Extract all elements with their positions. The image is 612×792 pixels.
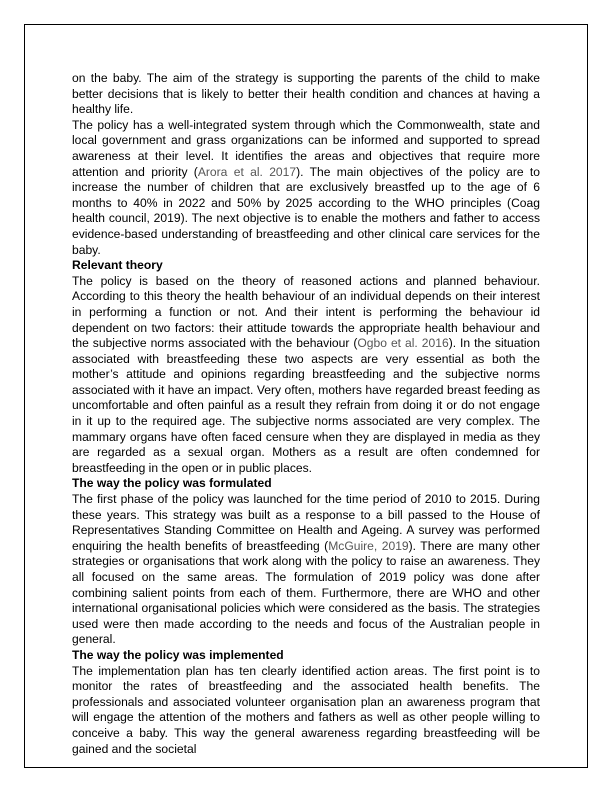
heading-policy-formulated: The way the policy was formulated xyxy=(72,476,272,491)
text-run: The first phase of the policy was launched for the time period of 2010 to 2015. During these years. This strategy was built as a response to a bill passed to the House of Representatives Standing Committee on Health and Ageing. A survey was performed enquiring the health benefits of breastfeeding ( xyxy=(72,492,540,553)
citation: Ogbo et al. 2016 xyxy=(357,336,449,351)
paragraph-policy-system xyxy=(72,118,540,258)
text-run: The policy is based on the theory of reasoned actions and planned behaviour. According to this theory the health behaviour of an individual depends on their interest in performing a function or not. And their intent is performing the behaviour id dependent on two factors: their attitude towards the appropriate health behaviour and the subjective norms associated with the behaviour ( xyxy=(72,273,540,351)
paragraph-theory xyxy=(72,274,540,477)
paragraph-intro: on the baby. The aim of the strategy is supporting the parents of the child to make better decisions that is likely to better their health condition and chances at having a healthy life. xyxy=(72,71,540,117)
paragraph-formulation xyxy=(72,492,540,648)
heading-relevant-theory: Relevant theory xyxy=(72,258,163,273)
text-run: ). In the situation associated with breastfeeding these two aspects are very essential as both the mother’s attitude and opinions regarding breastfeeding and the subjective norms associated with it have an impact. Very often, mothers have regarded breast feeding as uncomfortable and often painful as a result they refrain from doing it or do not engage in it up to the required age. The subjective norms associated are very complex. The mammary organs have often faced censure when they are displayed in media as they are regarded as a sexual organ. Mothers as a result are often condemned for breastfeeding in the open or in public places. xyxy=(72,336,540,475)
citation: McGuire, 2019 xyxy=(328,538,409,553)
heading-policy-implemented: The way the policy was implemented xyxy=(72,647,284,662)
text-run: ). There are many other strategies or organisations that work along with the policy to raise an awareness. They all focused on the same areas. The formulation of 2019 policy was done after combining salient points from each of them. Furthermore, there are WHO and other international organisational policies which were considered as the basis. The strategies used were then made according to the needs and focus of the Australian people in general. xyxy=(72,538,540,647)
paragraph-implementation: The implementation plan has ten clearly identified action areas. The first point is to monitor the rates of breastfeeding and the associated health benefits. The professionals and associated volunteer organisation plan an awareness program that will engage the attention of the mothers and fathers as well as other people willing to conceive a baby. This way the general awareness regarding breastfeeding will be gained and the societal xyxy=(72,663,540,756)
text-run: ). The main objectives of the policy are to increase the number of children that are exclusively breastfed up to the age of 6 months to 40% in 2022 and 50% by 2025 according to the WHO principles (Coag health council, 2019). The next objective is to enable the mothers and father to access evidence-based understanding of breastfeeding and other clinical care services for the baby. xyxy=(72,164,540,257)
document-body xyxy=(72,71,540,757)
text-run: The policy has a well-integrated system through which the Commonwealth, state and local government and grass organizations can be informed and supported to spread awareness at their level. It identifies the areas and objectives that require more attention and priority ( xyxy=(72,117,540,179)
citation: Arora et al. 2017 xyxy=(197,164,297,179)
